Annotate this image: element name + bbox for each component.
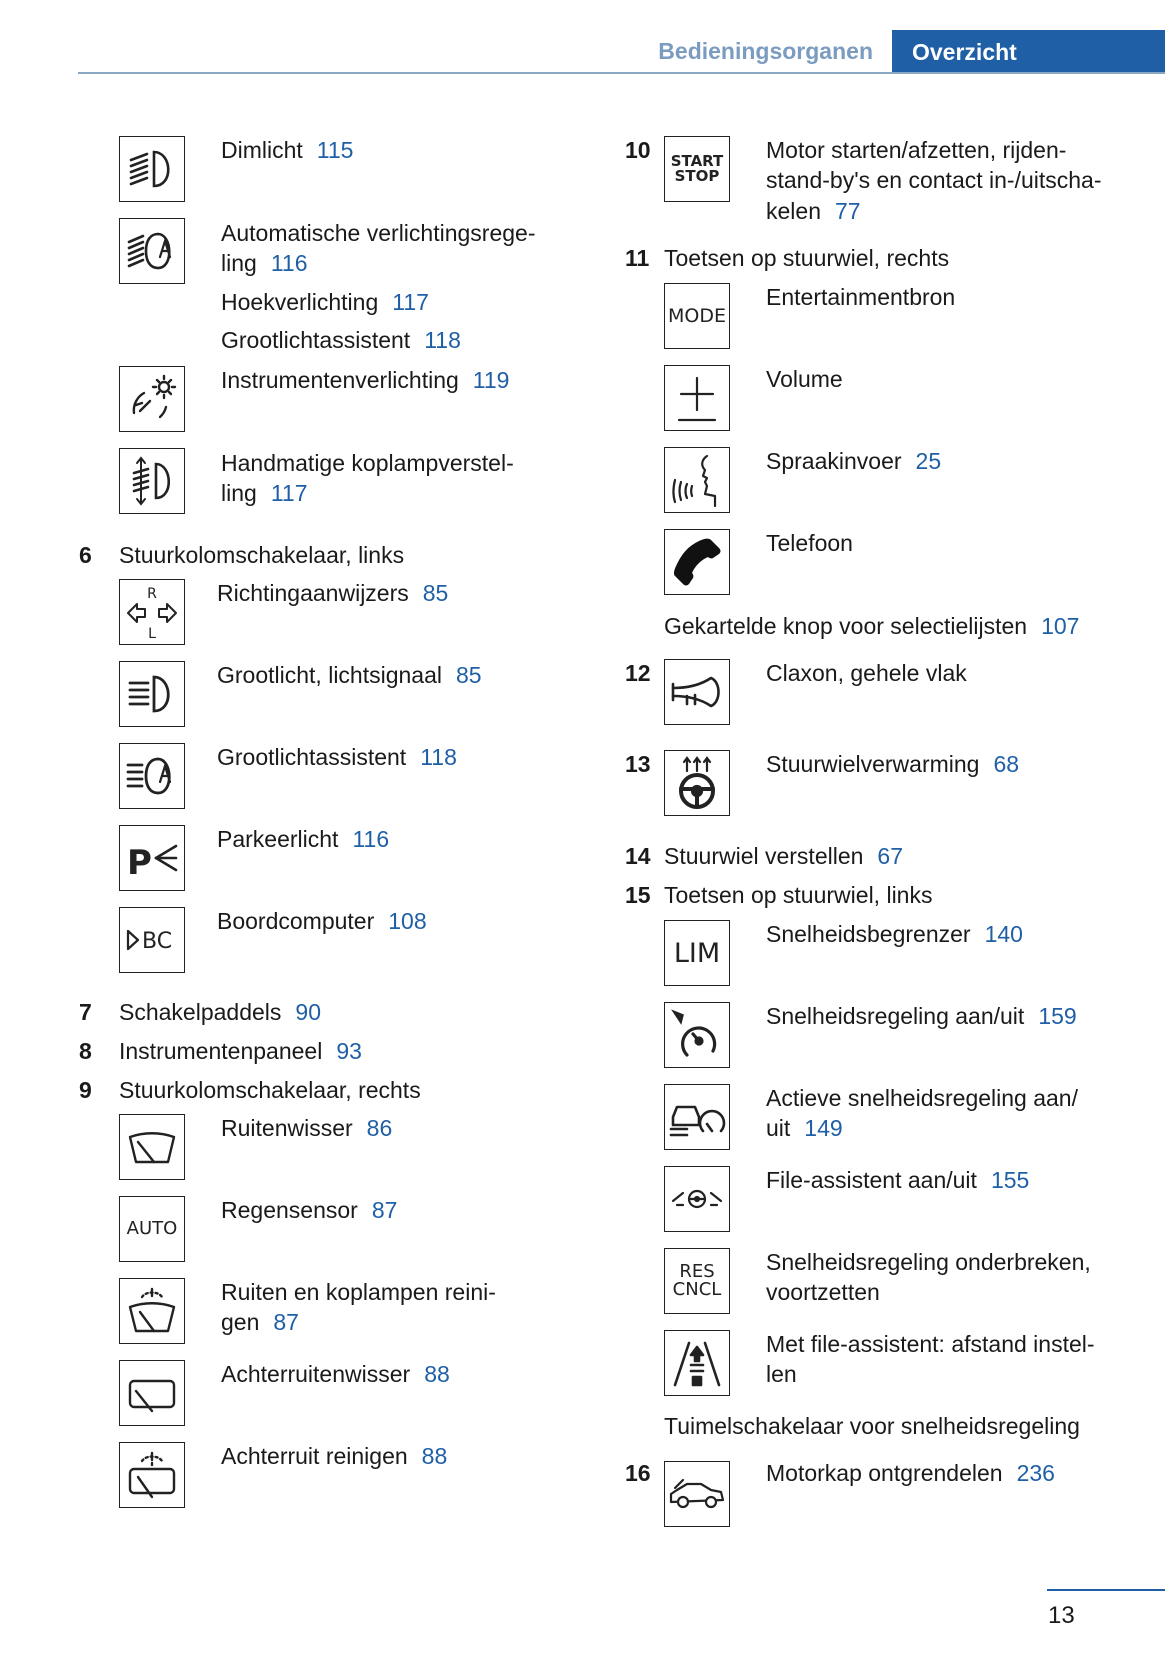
- icon-text: CNCL: [672, 1279, 722, 1300]
- page-ref[interactable]: 77: [834, 198, 861, 224]
- page-ref[interactable]: 68: [993, 751, 1020, 777]
- page-ref[interactable]: 88: [424, 1361, 450, 1387]
- auto-light-icon: [119, 218, 185, 284]
- item-number: 6: [79, 542, 92, 568]
- item-number: 16: [625, 1460, 651, 1486]
- rear-washer-icon: [119, 1442, 185, 1508]
- low-beam-icon: [119, 136, 185, 202]
- phone-icon: [664, 529, 730, 595]
- item-6-heading: Stuurkolomschakelaar, links: [119, 542, 405, 568]
- rear-wiper-icon: [119, 1360, 185, 1426]
- pause-resume-entry: Snelheidsregeling onderbreken,: [766, 1249, 1091, 1275]
- turn-signal-icon: [119, 579, 185, 645]
- high-beam-entry: Grootlicht, lichtsignaal 85: [217, 662, 482, 688]
- rain-sensor-entry: Regensensor 87: [221, 1197, 398, 1223]
- cruise-control-entry: Snelheidsregeling aan/uit 159: [766, 1003, 1077, 1029]
- chapter-tab: Overzicht: [892, 30, 1165, 74]
- voice-input-icon: [664, 447, 730, 513]
- rain-sensor-icon: [119, 1196, 185, 1262]
- page-ref[interactable]: 108: [388, 908, 427, 934]
- phone-entry: Telefoon: [766, 530, 853, 556]
- entertainment-entry: Entertainmentbron: [766, 284, 956, 310]
- instrument-lighting-entry: Instrumentenverlichting 119: [221, 367, 510, 393]
- cruise-control-icon: [664, 1002, 730, 1068]
- cornering-light-entry: Hoekverlichting 117: [221, 289, 429, 315]
- item-8-heading: Instrumentenpaneel 93: [119, 1038, 362, 1064]
- icon-text: RES: [679, 1261, 715, 1282]
- voice-input-entry: Spraakinvoer 25: [766, 448, 942, 474]
- hood-release-icon: [664, 1461, 730, 1527]
- footer-rule: [1047, 1589, 1165, 1591]
- headlight-range-entry: Handmatige koplampverstel-: [221, 450, 514, 476]
- page-ref[interactable]: 116: [352, 826, 390, 852]
- washer-icon: [119, 1278, 185, 1344]
- high-beam-assistant-entry: Grootlichtassistent 118: [217, 744, 457, 770]
- res-cncl-icon: [664, 1248, 730, 1314]
- item-number: 11: [625, 245, 650, 271]
- page-ref[interactable]: 85: [422, 580, 449, 606]
- page-ref[interactable]: 86: [366, 1115, 393, 1141]
- high-beam-icon: [119, 661, 185, 727]
- volume-entry: Volume: [766, 366, 843, 392]
- start-stop-entry: Motor starten/afzetten, rijden-: [766, 137, 1067, 163]
- page-ref[interactable]: 115: [316, 137, 354, 163]
- speed-limiter-entry: Snelheidsbegrenzer 140: [766, 921, 1023, 947]
- item-14-heading: Stuurwiel verstellen 67: [664, 843, 904, 869]
- page-ref[interactable]: 88: [421, 1443, 448, 1469]
- item-number: 9: [79, 1077, 92, 1103]
- item-number: 7: [79, 999, 92, 1025]
- page-ref[interactable]: 116: [270, 250, 308, 276]
- icon-text: MODE: [668, 304, 726, 327]
- hood-release-entry: Motorkap ontgrendelen 236: [766, 1460, 1055, 1486]
- onboard-computer-icon: [119, 907, 185, 973]
- distance-icon: [664, 1330, 730, 1396]
- washer-entry: Ruiten en koplampen reini-: [221, 1279, 496, 1305]
- page-ref[interactable]: 90: [295, 999, 321, 1025]
- page-ref[interactable]: 107: [1041, 613, 1080, 639]
- item-number: 15: [625, 882, 651, 908]
- rear-wiper-entry: Achterruitenwisser 88: [221, 1361, 450, 1387]
- item-number: 13: [625, 751, 651, 777]
- auto-light-entry: Automatische verlichtingsrege-: [221, 220, 536, 246]
- icon-letter: BC: [142, 929, 173, 954]
- active-cruise-entry: Actieve snelheidsregeling aan/: [766, 1085, 1078, 1111]
- horn-entry: Claxon, gehele vlak: [766, 660, 967, 686]
- onboard-computer-entry: Boordcomputer 108: [217, 908, 427, 934]
- item-7-heading: Schakelpaddels 90: [119, 999, 321, 1025]
- item-number: 12: [625, 660, 651, 686]
- page-ref[interactable]: 85: [456, 662, 482, 688]
- page-ref[interactable]: 117: [270, 480, 308, 506]
- traffic-jam-assistant-icon: [664, 1166, 730, 1232]
- icon-letter: R: [147, 586, 157, 602]
- wiper-icon: [119, 1114, 185, 1180]
- wiper-entry: Ruitenwisser 86: [221, 1115, 393, 1141]
- page-ref[interactable]: 140: [984, 921, 1023, 947]
- icon-text: LIM: [673, 937, 721, 969]
- high-beam-assistant-entry: Grootlichtassistent 118: [221, 327, 461, 353]
- page-ref[interactable]: 87: [273, 1309, 299, 1335]
- rocker-switch-entry: Tuimelschakelaar voor snelheidsregeling: [664, 1413, 1080, 1439]
- parking-light-entry: Parkeerlicht 116: [217, 826, 390, 852]
- thumbwheel-entry: Gekartelde knop voor selectielijsten 107: [664, 613, 1080, 639]
- page-ref[interactable]: 149: [804, 1115, 843, 1141]
- icon-letter: AUTO: [126, 1218, 178, 1239]
- page-ref[interactable]: 159: [1038, 1003, 1077, 1029]
- volume-icon: [664, 365, 730, 431]
- page-ref[interactable]: 119: [472, 367, 510, 393]
- distance-entry: Met file-assistent: afstand instel-: [766, 1331, 1095, 1357]
- instrument-lighting-icon: [119, 366, 185, 432]
- page-ref[interactable]: 118: [424, 327, 461, 353]
- icon-text: START: [670, 152, 724, 170]
- low-beam-entry: Dimlicht 115: [221, 137, 354, 163]
- icon-letter: P: [127, 843, 152, 883]
- item-15-heading: Toetsen op stuurwiel, links: [664, 882, 933, 908]
- mode-icon: [664, 283, 730, 349]
- horn-icon: [664, 659, 730, 725]
- page-ref[interactable]: 25: [915, 448, 942, 474]
- steering-heating-entry: Stuurwielverwarming 68: [766, 751, 1020, 777]
- page-ref[interactable]: 236: [1016, 1460, 1055, 1486]
- headlight-range-icon: [119, 448, 185, 514]
- icon-letter: L: [148, 626, 156, 642]
- traffic-jam-entry: File-assistent aan/uit 155: [766, 1167, 1030, 1193]
- page-number: 13: [1048, 1602, 1075, 1629]
- page-ref[interactable]: 87: [371, 1197, 398, 1223]
- item-number: 8: [79, 1038, 92, 1064]
- icon-text: STOP: [674, 167, 720, 185]
- item-11-heading: Toetsen op stuurwiel, rechts: [664, 245, 950, 271]
- page-ref[interactable]: 117: [392, 289, 429, 315]
- item-number: 10: [625, 137, 651, 163]
- item-9-heading: Stuurkolomschakelaar, rechts: [119, 1077, 421, 1103]
- header-rule: [78, 72, 1165, 74]
- steering-wheel-heating-icon: [664, 750, 730, 816]
- active-cruise-icon: [664, 1084, 730, 1150]
- item-number: 14: [625, 843, 651, 869]
- speed-limiter-icon: [664, 920, 730, 986]
- page-ref[interactable]: 93: [336, 1038, 362, 1064]
- page-ref[interactable]: 118: [420, 744, 457, 770]
- start-stop-icon: [664, 136, 730, 202]
- turn-signal-entry: Richtingaanwijzers 85: [217, 580, 449, 606]
- parking-light-icon: [119, 825, 185, 891]
- page-ref[interactable]: 67: [877, 843, 904, 869]
- section-title: Bedieningsorganen: [658, 38, 873, 64]
- rear-washer-entry: Achterruit reinigen 88: [221, 1443, 448, 1469]
- page-ref[interactable]: 155: [990, 1167, 1030, 1193]
- high-beam-assistant-icon: [119, 743, 185, 809]
